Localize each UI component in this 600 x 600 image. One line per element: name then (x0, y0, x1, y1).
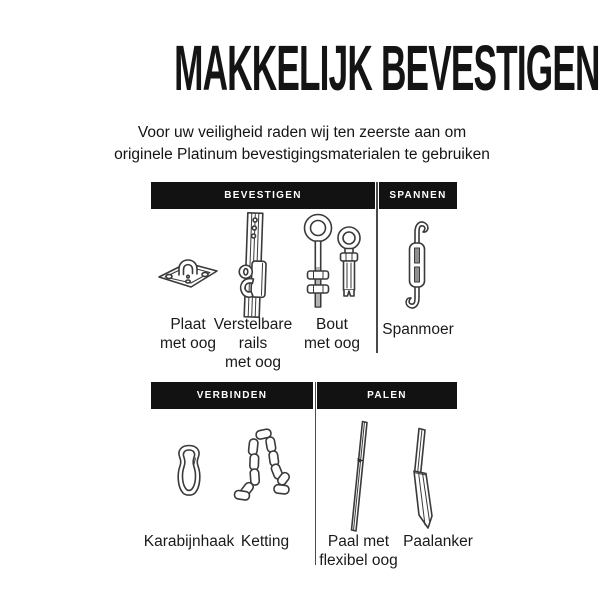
label-karabijnhaak: Karabijnhaak (143, 533, 235, 550)
pole-with-flexible-eye-icon (344, 419, 374, 534)
plate-with-eye-icon (152, 237, 224, 299)
page-title: MAKKELIJK BEVESTIGEN (174, 32, 600, 104)
eye-bolt-icon (296, 212, 368, 314)
label-ketting: Ketting (240, 533, 290, 550)
section-header-verbinden: VERBINDEN (151, 382, 313, 409)
label-plaat-met-oog: Plaat met oog (159, 316, 216, 352)
subtitle-line-2: originele Platinum bevestigingsmaterialen te gebruiken (114, 146, 490, 163)
label-bout-met-oog: Bout met oog (303, 316, 360, 352)
turnbuckle-icon (396, 217, 438, 313)
header-row-bottom (151, 382, 457, 409)
adjustable-rail-with-eye-icon (227, 211, 279, 319)
label-verstelbare-rails: Verstelbare rails met oog (213, 316, 293, 371)
section-header-palen: PALEN (317, 382, 457, 409)
subtitle (2, 122, 600, 166)
ground-anchor-icon (406, 426, 444, 530)
label-spanmoer: Spanmoer (382, 321, 454, 338)
carabiner-icon (171, 443, 207, 501)
divider-top (376, 182, 378, 353)
label-paal-met-flexibel-oog: Paal met flexibel oog (319, 533, 398, 569)
section-header-spannen: SPANNEN (379, 182, 457, 209)
header-row-top (151, 182, 457, 209)
section-header-bevestigen: BEVESTIGEN (151, 182, 375, 209)
subtitle-line-1: Voor uw veiligheid raden wij ten zeerste aan om (137, 124, 467, 141)
label-paalanker: Paalanker (403, 533, 473, 550)
page-title-wrap (0, 32, 600, 104)
chain-icon (233, 428, 293, 514)
